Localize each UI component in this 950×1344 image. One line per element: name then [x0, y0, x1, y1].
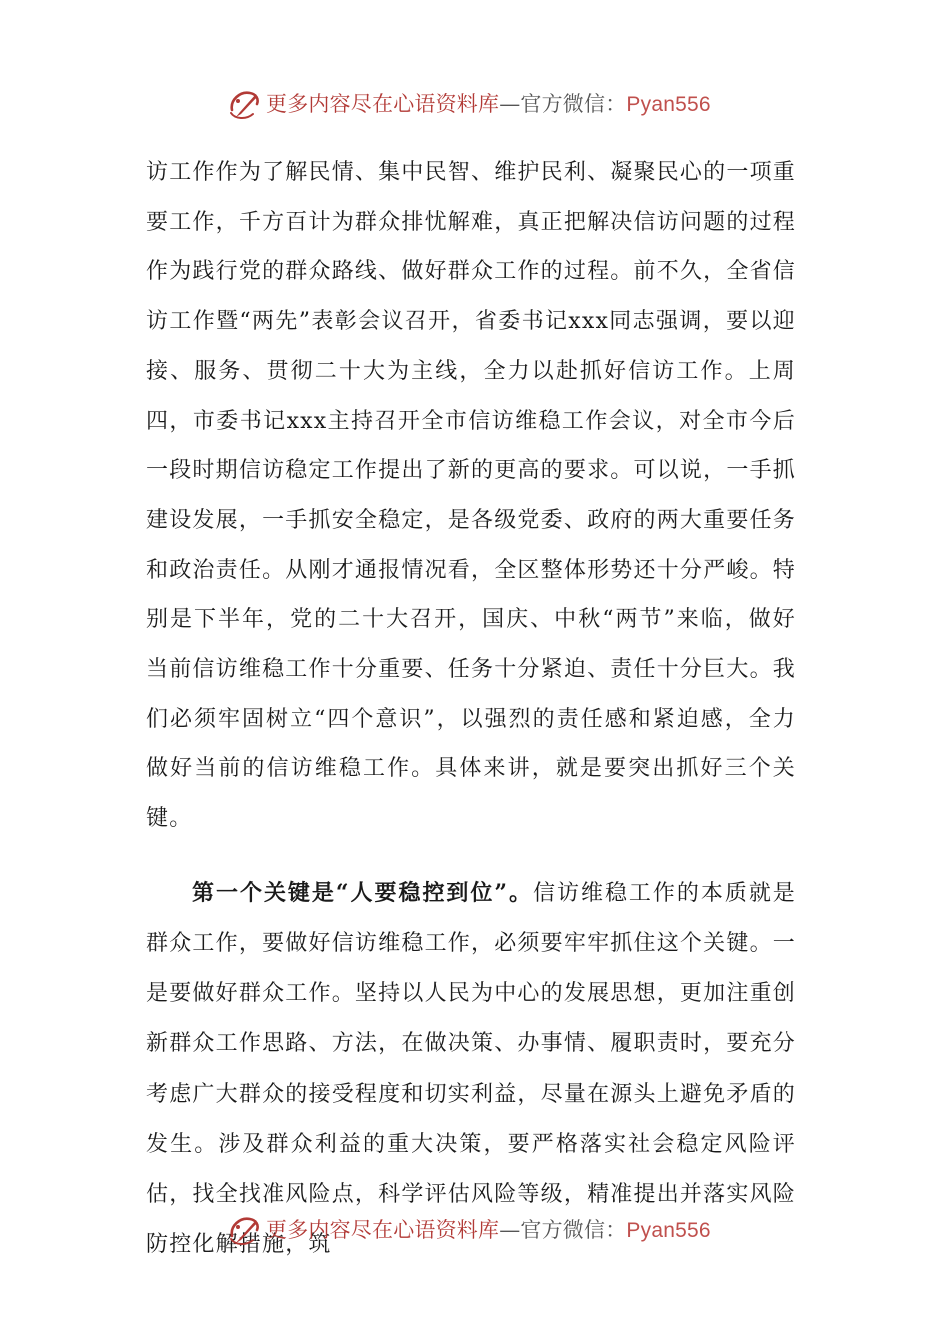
pen-logo-icon: [226, 1212, 262, 1248]
banner-main-text: 更多内容尽在心语资料库: [266, 1218, 500, 1242]
banner-dash: —: [499, 92, 521, 116]
banner-sub-text: 官方微信：: [520, 1218, 627, 1242]
footer-banner: [0, 1210, 950, 1250]
banner-dash: —: [499, 1218, 521, 1242]
banner-text: [266, 1215, 711, 1246]
banner-text: [266, 89, 711, 120]
body-paragraph: 访工作作为了解民情、集中民智、维护民利、凝聚民心的一项重要工作，千方百计为群众排忧解难，真正把解决信访问题的过程作为践行党的群众路线、做好群众工作的过程。前不久，全省信访工作暨“两先”表彰会议召开，省委书记xxx同志强调，要以迎接、服务、贯彻二十大为主线，全力以赴抓好信访工作。上周四，市委书记xxx主持召开全市信访维稳工作会议，对全市今后一段时期信访稳定工作提出了新的更高的要求。可以说，一手抓建设发展，一手抓安全稳定，是各级党委、政府的两大重要任务和政治责任。从刚才通报情况看，全区整体形势还十分严峻。特别是下半年，党的二十大召开，国庆、中秋“两节”来临，做好当前信访维稳工作十分重要、任务十分紧迫、责任十分巨大。我们必须牢固树立“四个意识”，以强烈的责任感和紧迫感，全力做好当前的信访维稳工作。具体来讲，就是要突出抓好三个关键。: [146, 160, 796, 832]
document-body: [146, 148, 796, 1270]
banner-wechat-id: Pyan556: [626, 1219, 711, 1242]
banner-wechat-id: Pyan556: [626, 93, 711, 116]
header-banner: [0, 84, 950, 124]
paragraph-text: 信访维稳工作的本质就是群众工作，要做好信访维稳工作，必须要牢牢抓住这个关键。一是要做好群众工作。坚持以人民为中心的发展思想，更加注重创新群众工作思路、方法，在做决策、办事情、履职责时，要充分考虑广大群众的接受程度和切实利益，尽量在源头上避免矛盾的发生。涉及群众利益的重大决策，要严格落实社会稳定风险评估，找全找准风险点，科学评估风险等级，精准提出并落实风险防控化解措施，筑: [146, 880, 797, 1258]
banner-main-text: 更多内容尽在心语资料库: [266, 92, 500, 116]
paragraph-lead-heading: 第一个关键是“人要稳控到位”。: [192, 879, 534, 906]
banner-sub-text: 官方微信：: [520, 92, 627, 116]
pen-logo-icon: [226, 86, 262, 122]
